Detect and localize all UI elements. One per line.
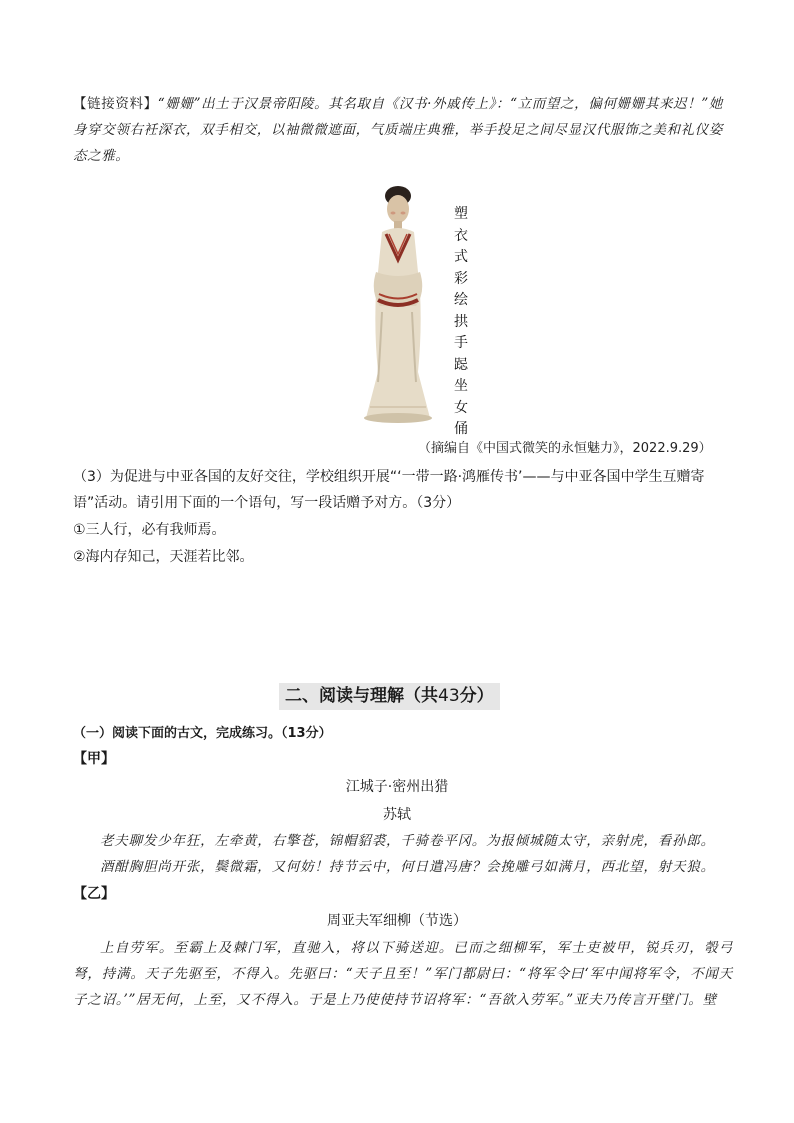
poem-line-2: 酒酣胸胆尚开张，鬓微霜，又何妨！持节云中，何日遣冯唐？会挽雕弓如满月，西北望，射天狼。: [100, 859, 715, 875]
question-3-option-1: ①三人行，必有我师焉。: [73, 522, 226, 538]
poem-author: 苏轼: [383, 807, 411, 823]
section-heading-prefix: 二、阅读与理解（共: [285, 686, 438, 706]
section-heading-score: 43: [438, 686, 460, 706]
poem-line-1: 老夫聊发少年狂，左牵黄，右擎苍，锦帽貂裘，千骑卷平冈。为报倾城随太守，亲射虎，看孙郎。: [100, 833, 715, 849]
figure-source-note: （摘编自《中国式微笑的永恒魅力》，2022.9.29）: [418, 441, 712, 456]
caption-char: 坐: [454, 378, 468, 394]
link-material-text: “姗姗”出土于汉景帝阳陵。其名取自《汉书·外戚传上》：“立而望之，偏何姗姗其来迟！”她身穿交领右衽深衣，双手相交，以袖微微遮面，气质端庄典雅，举手投足之间尽显汉代服饰之美和礼仪姿态之雅。: [73, 96, 723, 164]
question-3-option-2: ②海内存知己，天涯若比邻。: [73, 549, 254, 565]
section-2-heading: [279, 683, 500, 710]
caption-char: 跽: [454, 356, 468, 373]
prose-title: 周亚夫军细柳（节选）: [327, 913, 467, 929]
caption-char: 拱: [454, 313, 468, 330]
caption-char: 塑: [454, 206, 468, 222]
caption-char: 手: [454, 335, 468, 351]
caption-char: 式: [454, 249, 468, 265]
caption-char: 衣: [454, 227, 468, 244]
figure-vertical-caption: [452, 204, 470, 441]
caption-char: 俑: [454, 421, 468, 437]
link-material-paragraph: [73, 91, 723, 169]
terracotta-figurine-image: [352, 182, 442, 425]
caption-char: 绘: [454, 292, 468, 308]
yi-label: 【乙】: [73, 886, 115, 902]
caption-char: 彩: [454, 270, 468, 287]
jia-label: 【甲】: [73, 751, 115, 767]
section-heading-suffix: 分）: [459, 686, 494, 706]
prose-passage: 上自劳军。至霸上及棘门军，直驰入，将以下骑送迎。已而之细柳军，军士吏被甲，锐兵刃，彀弓弩，持满。天子先驱至，不得入。先驱曰：“天子且至！”军门都尉曰：“将军令曰‘军中闻将军令，不闻天子之诏。’”居无何，上至，又不得入。于是上乃使使持节诏将军：“吾欲入劳军。”亚夫乃传言开壁门。壁: [73, 940, 733, 1008]
caption-char: 女: [454, 399, 468, 416]
part-1-heading: （一）阅读下面的古文，完成练习。（13分）: [73, 726, 332, 741]
question-3-prompt: （3）为促进与中亚各国的友好交往，学校组织开展“‘一带一路·鸿雁传书’——与中亚各国中学生互赠寄语”活动。请引用下面的一个语句，写一段话赠予对方。（3分）: [73, 469, 705, 511]
poem-title: 江城子·密州出猎: [345, 779, 449, 795]
link-material-label: 【链接资料】: [73, 96, 158, 112]
